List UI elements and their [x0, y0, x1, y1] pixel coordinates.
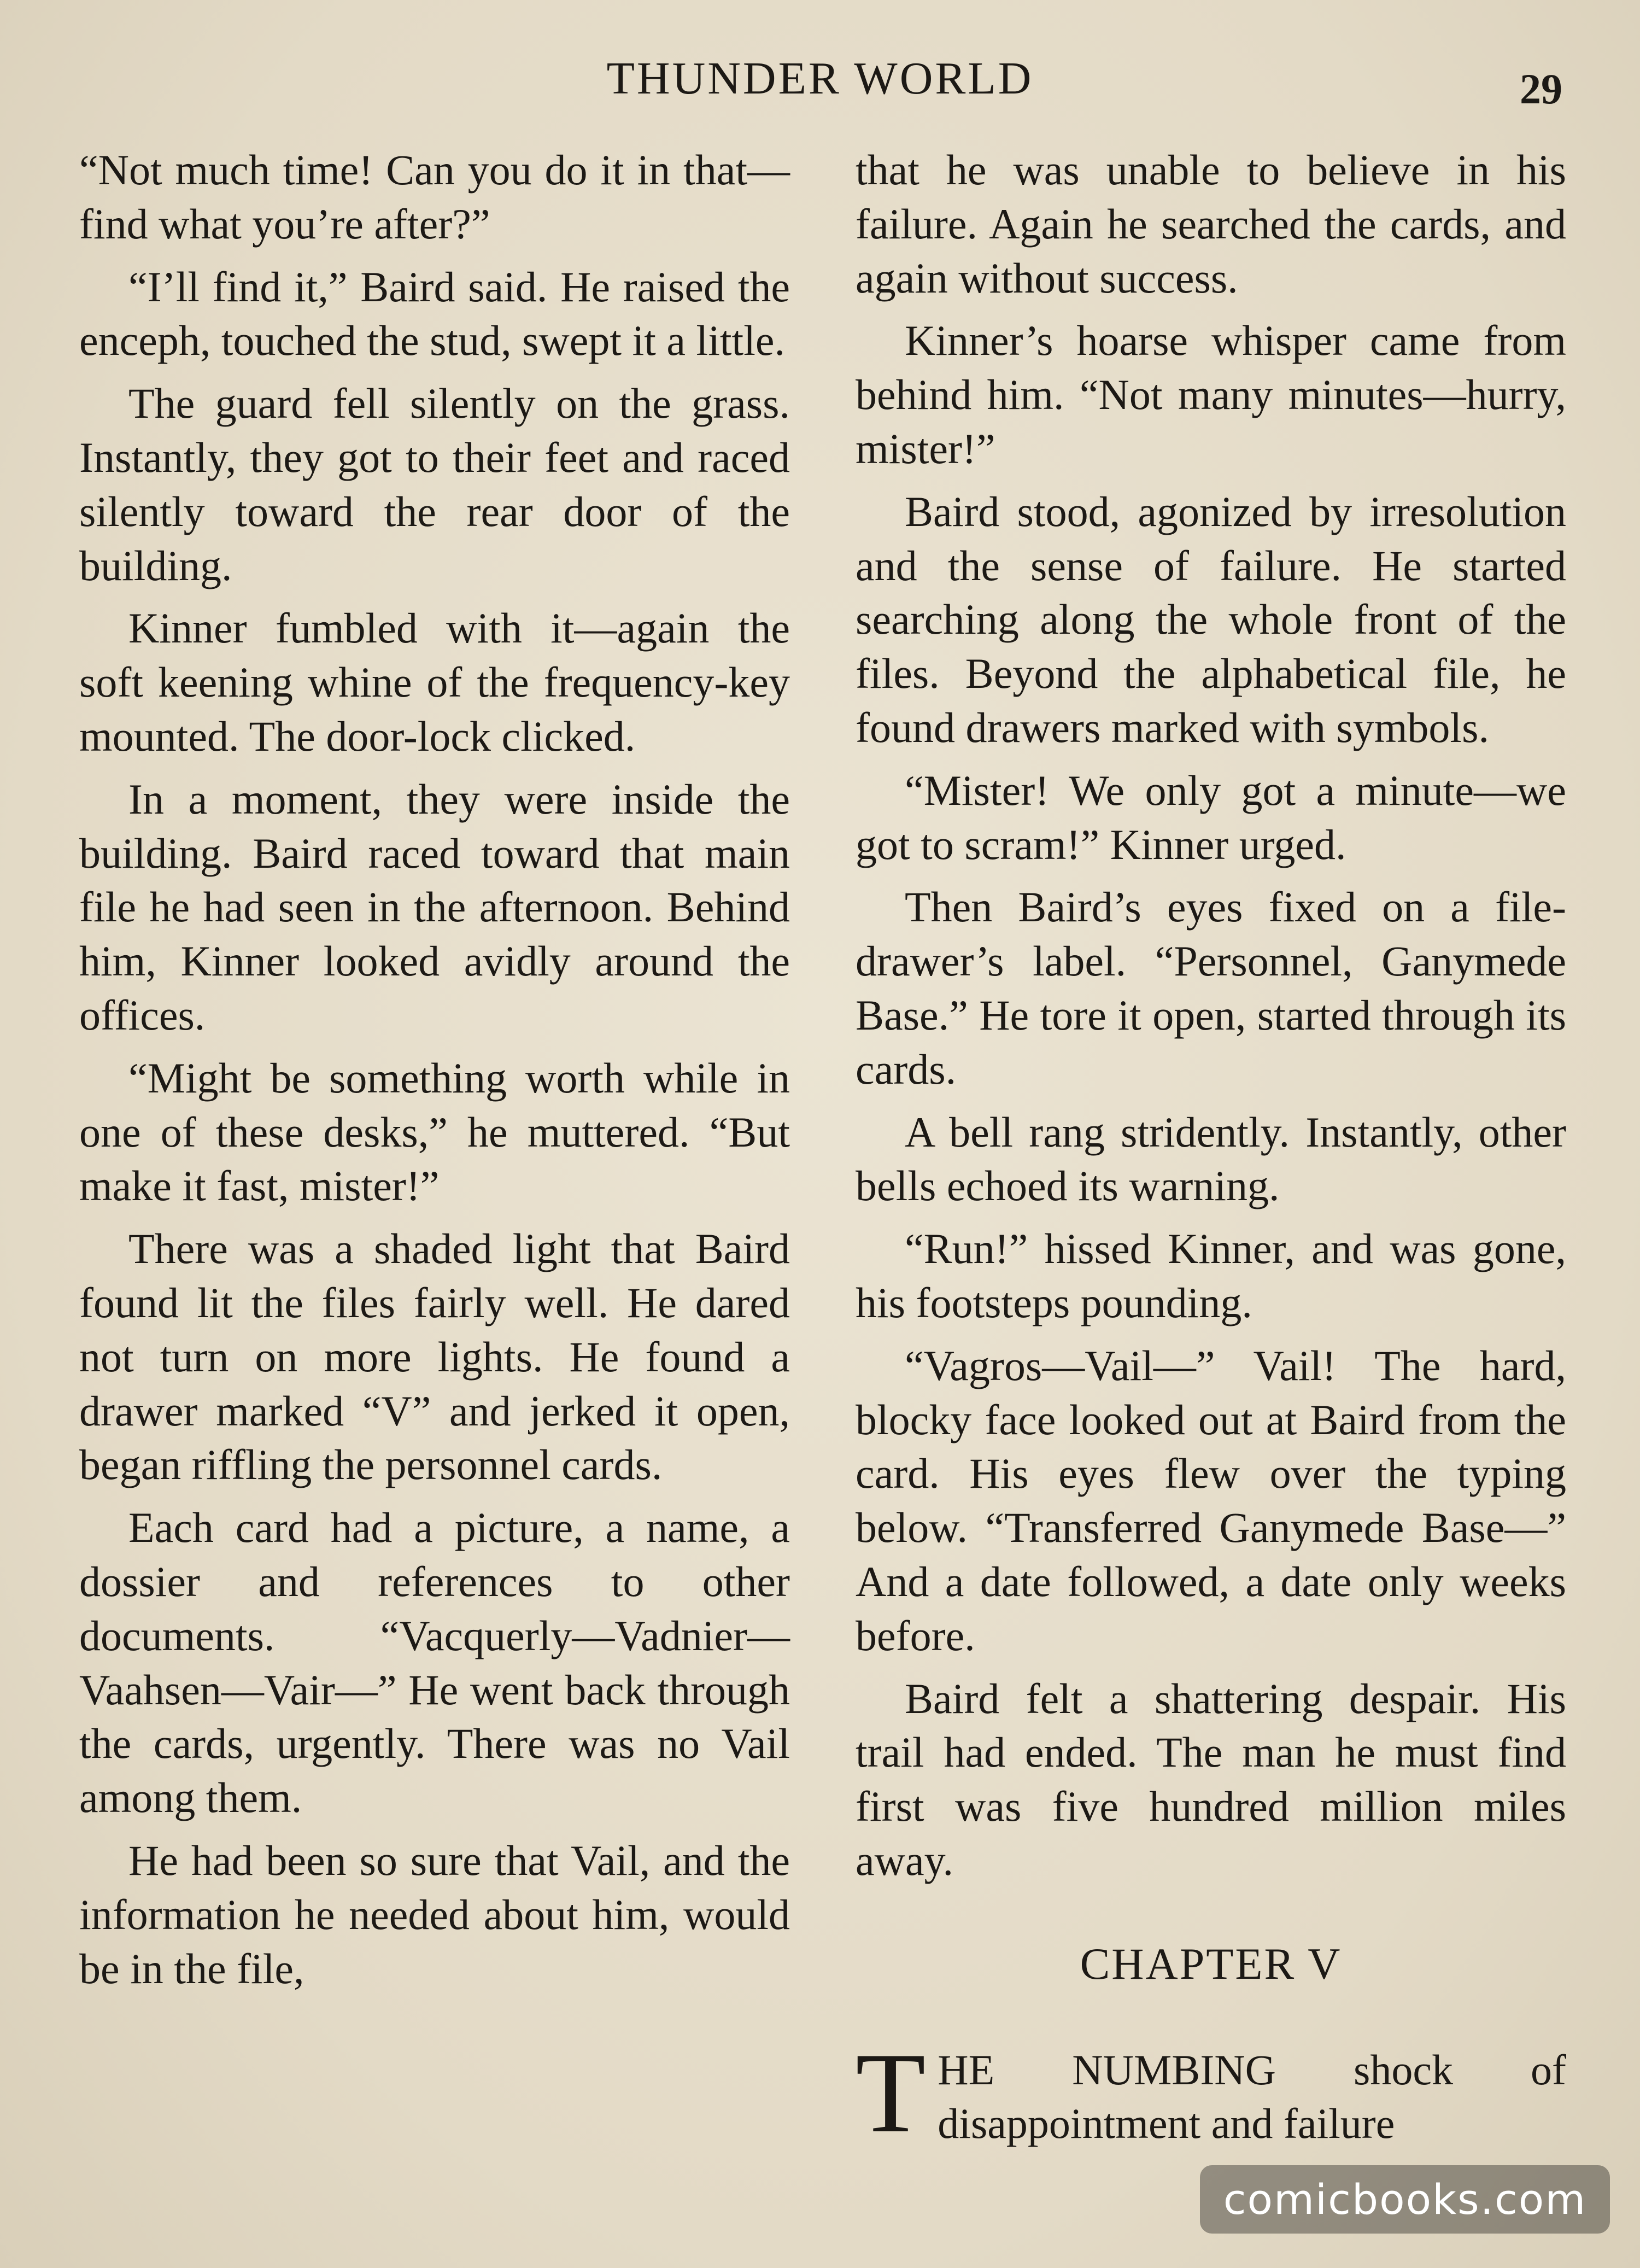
drop-cap: T	[856, 2029, 926, 2156]
paragraph: Kinner’s hoarse whisper came from behind him. “Not many minutes—hurry, mister!”	[856, 317, 1566, 472]
right-column	[856, 143, 1566, 2160]
paragraph: “Vagros—Vail—” Vail! The hard, blocky face looked out at Baird from the card. His eyes flew over the typing below. “Transferred Ganymede Base—” And a date followed, a date only weeks before.	[856, 1341, 1566, 1659]
left-column	[79, 143, 790, 2004]
paragraph: He had been so sure that Vail, and the information he needed about him, would be in the file,	[79, 1836, 790, 1992]
paragraph: “Mister! We only got a minute—we got to scram!” Kinner urged.	[856, 766, 1566, 868]
paragraph: Baird felt a shattering despair. His trail had ended. The man he must find first was five hundred million miles away.	[856, 1674, 1566, 1884]
paragraph: “Run!” hissed Kinner, and was gone, his footsteps pounding.	[856, 1225, 1566, 1326]
paragraph: that he was unable to believe in his failure. Again he searched the cards, and again without success.	[856, 146, 1566, 302]
paragraph: “I’ll find it,” Baird said. He raised the enceph, touched the stud, swept it a little.	[79, 262, 790, 365]
paragraph: Baird stood, agonized by irresolution and the sense of failure. He started searching along the whole front of the files. Beyond the alphabetical file, he found drawers marked with symbols.	[856, 487, 1566, 751]
paragraph: “Might be something worth while in one of these desks,” he muttered. “But make it fast, mister!”	[79, 1054, 790, 1210]
running-head: THUNDER WORLD	[606, 53, 1034, 104]
paragraph: Kinner fumbled with it—again the soft keening whine of the frequency-key mounted. The door-lock clicked.	[79, 604, 790, 760]
paragraph: Each card had a picture, a name, a dossier and references to other documents. “Vacquerly—Vadnier—Vaahsen—Vair—” He went back through the cards, urgently. There was no Vail among them.	[79, 1504, 790, 1822]
chapter-opening-paragraph	[856, 2029, 1566, 2156]
paragraph: “Not much time! Can you do it in that—find what you’re after?”	[79, 146, 790, 248]
chapter-opening-text: HE NUMBING shock of disappointment and failure	[938, 2045, 1566, 2148]
paragraph: There was a shaded light that Baird found lit the files fairly well. He dared not turn on more lights. He found a drawer marked “V” and jerked it open, began riffling the personnel cards.	[79, 1225, 790, 1489]
paragraph: In a moment, they were inside the building. Baird raced toward that main file he had seen in the afternoon. Behind him, Kinner looked avidly around the offices.	[79, 775, 790, 1039]
paragraph: A bell rang stridently. Instantly, other bells echoed its warning.	[856, 1108, 1566, 1210]
chapter-heading: CHAPTER V	[1080, 1938, 1342, 1989]
page-number: 29	[1520, 65, 1562, 113]
paragraph: Then Baird’s eyes fixed on a file-drawer’s label. “Personnel, Ganymede Base.” He tore it open, started through its cards.	[856, 883, 1566, 1093]
watermark: comicbooks.com	[1200, 2165, 1610, 2234]
paragraph: The guard fell silently on the grass. Instantly, they got to their feet and raced silently toward the rear door of the building.	[79, 379, 790, 589]
